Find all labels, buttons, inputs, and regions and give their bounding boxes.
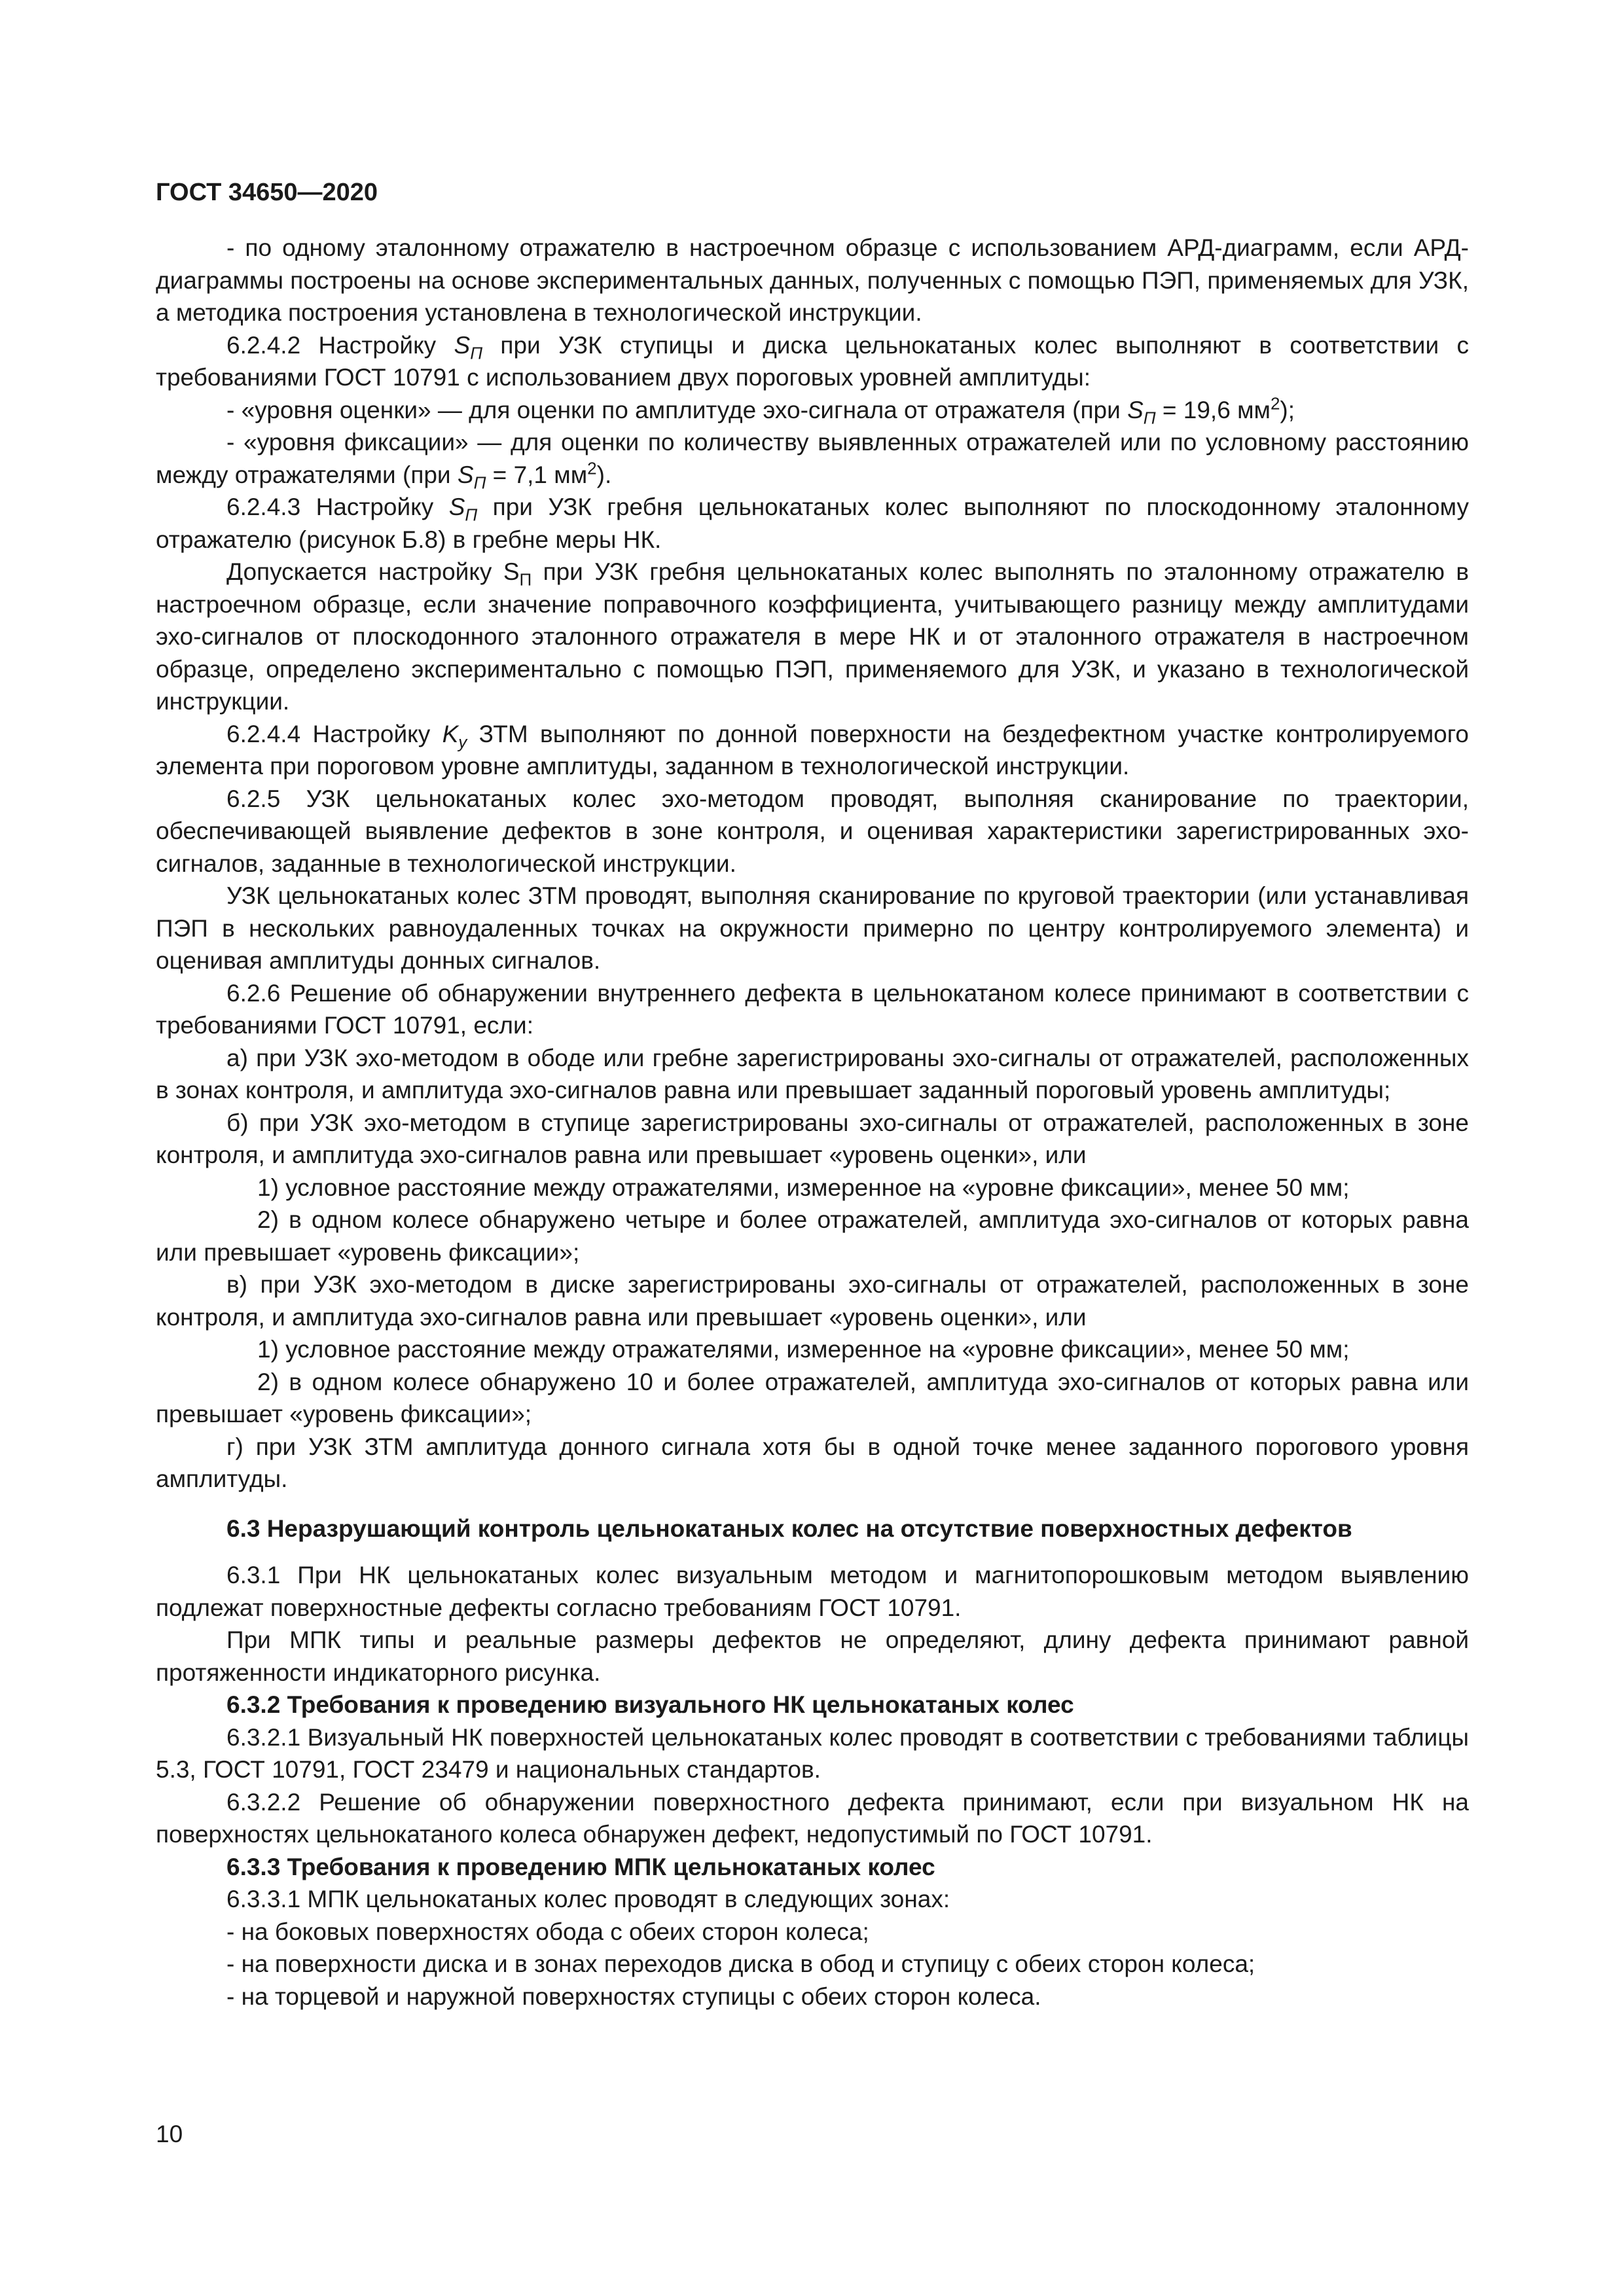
- document-body: [156, 232, 1469, 2013]
- paragraph: в) при УЗК эхо-методом в диске зарегистрированы эхо-сигналы от отражателей, расположенных в зоне контроля, и амплитуда эхо-сигналов равна или превышает «уровень оценки», или: [156, 1271, 1469, 1331]
- list-item: - на торцевой и наружной поверхностях ступицы с обеих сторон колеса.: [226, 1982, 1041, 2010]
- paragraph: 6.2.5 УЗК цельнокатаных колес эхо-методом проводят, выполняя сканирование по траектории, обеспечивающей выявление дефектов в зоне контроля, и оценивая характеристики зарегистрированных эхо-сигналов, заданные в технологической инструкции.: [156, 785, 1469, 877]
- symbol-k: K: [442, 720, 459, 747]
- document-page: [156, 177, 1469, 2013]
- symbol-s: S: [1127, 396, 1144, 423]
- document-header: ГОСТ 34650—2020: [156, 179, 378, 206]
- subsection-heading: 6.3.2 Требования к проведению визуального НК цельнокатаных колес: [226, 1691, 1074, 1718]
- paragraph: - «уровня фиксации» — для оценки по количеству выявленных отражателей или по условному расстоянию между отражателями (при $S_П = 7,1$ $мм^2$).: [156, 429, 1469, 492]
- paragraph: - по одному эталонному отражателю в настроечном образце с использованием АРД-диаграмм, если АРД-диаграммы построены на основе экспериментальных данных, полученных с помощью ПЭП, применяемых для УЗК, а методика построения установлена в технологической инструкции.: [156, 234, 1469, 326]
- paragraph: 1) условное расстояние между отражателями, измеренное на «уровне фиксации», менее 50 мм;: [257, 1174, 1350, 1201]
- paragraph: 6.2.4.2 Настройку $S_П$ при УЗК ступицы и диска цельнокатаных колес выполняют в соответствии с требованиями ГОСТ 10791 с использованием двух пороговых уровней амплитуды:: [156, 331, 1469, 391]
- paragraph: 2) в одном колесе обнаружено 10 и более отражателей, амплитуда эхо-сигналов от которых равна или превышает «уровень фиксации»;: [156, 1368, 1469, 1427]
- paragraph: УЗК цельнокатаных колес ЗТМ проводят, выполняя сканирование по круговой траектории (или устанавливая ПЭП в нескольких равноудаленных точках на окружности примерно по центру контролируемого элемента) и оценивая амплитуды донных сигналов.: [156, 882, 1469, 974]
- paragraph: 6.2.6 Решение об обнаружении внутреннего дефекта в цельнокатаном колесе принимают в соответствии с требованиями ГОСТ 10791, если:: [156, 979, 1469, 1039]
- paragraph: г) при УЗК ЗТМ амплитуда донного сигнала хотя бы в одной точке менее заданного порогового уровня амплитуды.: [156, 1433, 1469, 1492]
- symbol-s: S: [454, 331, 471, 359]
- paragraph: Допускается настройку $S_П$ при УЗК гребня цельнокатаных колес выполнять по эталонному отражателю в настроечном образце, если значение поправочного коэффициента, учитывающего разницу между амплитудами эхо-сигналов от плоскодонного эталонного отражателя в мере НК и от эталонного отражателя в настроечном образце, определено экспериментально с помощью ПЭП, применяемого для УЗК, и указано в технологической инструкции.: [156, 558, 1469, 715]
- paragraph: 6.2.4.4 Настройку $K_у$ ЗТМ выполняют по донной поверхности на бездефектном участке контролируемого элемента при пороговом уровне амплитуды, заданном в технологической инструкции.: [156, 720, 1469, 780]
- list-item: - на боковых поверхностях обода с обеих сторон колеса;: [226, 1918, 869, 1945]
- paragraph: 6.3.3.1 МПК цельнокатаных колес проводят в следующих зонах:: [226, 1886, 950, 1912]
- subsection-heading: 6.3.3 Требования к проведению МПК цельнокатаных колес: [226, 1853, 935, 1880]
- paragraph: - «уровня оценки» — для оценки по амплитуде эхо-сигнала от отражателя (при $S_П = 19,6$ $мм^2$);: [226, 393, 1295, 427]
- paragraph: 2) в одном колесе обнаружено четыре и более отражателей, амплитуда эхо-сигналов от которых равна или превышает «уровень фиксации»;: [156, 1206, 1469, 1266]
- paragraph: 6.2.4.3 Настройку $S_П$ при УЗК гребня цельнокатаных колес выполняют по плоскодонному эталонному отражателю (рисунок Б.8) в гребне меры НК.: [156, 493, 1469, 553]
- symbol-s: S: [457, 461, 474, 488]
- section-heading: 6.3 Неразрушающий контроль цельнокатаных колес на отсутствие поверхностных дефектов: [226, 1515, 1352, 1542]
- paragraph: 1) условное расстояние между отражателями, измеренное на «уровне фиксации», менее 50 мм;: [257, 1336, 1350, 1363]
- paragraph: а) при УЗК эхо-методом в ободе или гребне зарегистрированы эхо-сигналы от отражателей, расположенных в зонах контроля, и амплитуда эхо-сигналов равна или превышает заданный пороговый уровень амплитуды;: [156, 1044, 1469, 1103]
- paragraph: б) при УЗК эхо-методом в ступице зарегистрированы эхо-сигналы от отражателей, расположенных в зоне контроля, и амплитуда эхо-сигналов равна или превышает «уровень оценки», или: [156, 1109, 1469, 1168]
- paragraph: При МПК типы и реальные размеры дефектов не определяют, длину дефекта принимают равной протяженности индикаторного рисунка.: [156, 1626, 1469, 1686]
- paragraph: 6.3.1 При НК цельнокатаных колес визуальным методом и магнитопорошковым методом выявлению подлежат поверхностные дефекты согласно требованиям ГОСТ 10791.: [156, 1562, 1469, 1621]
- list-item: - на поверхности диска и в зонах переходов диска в обод и ступицу с обеих сторон колеса;: [226, 1950, 1255, 1977]
- page-number: 10: [156, 2121, 183, 2147]
- symbol-s: S: [448, 493, 465, 520]
- paragraph: 6.3.2.2 Решение об обнаружении поверхностного дефекта принимают, если при визуальном НК на поверхностях цельнокатаного колеса обнаружен дефект, недопустимый по ГОСТ 10791.: [156, 1788, 1469, 1848]
- paragraph: 6.3.2.1 Визуальный НК поверхностей цельнокатаных колес проводят в соответствии с требованиями таблицы 5.3, ГОСТ 10791, ГОСТ 23479 и национальных стандартов.: [156, 1723, 1469, 1783]
